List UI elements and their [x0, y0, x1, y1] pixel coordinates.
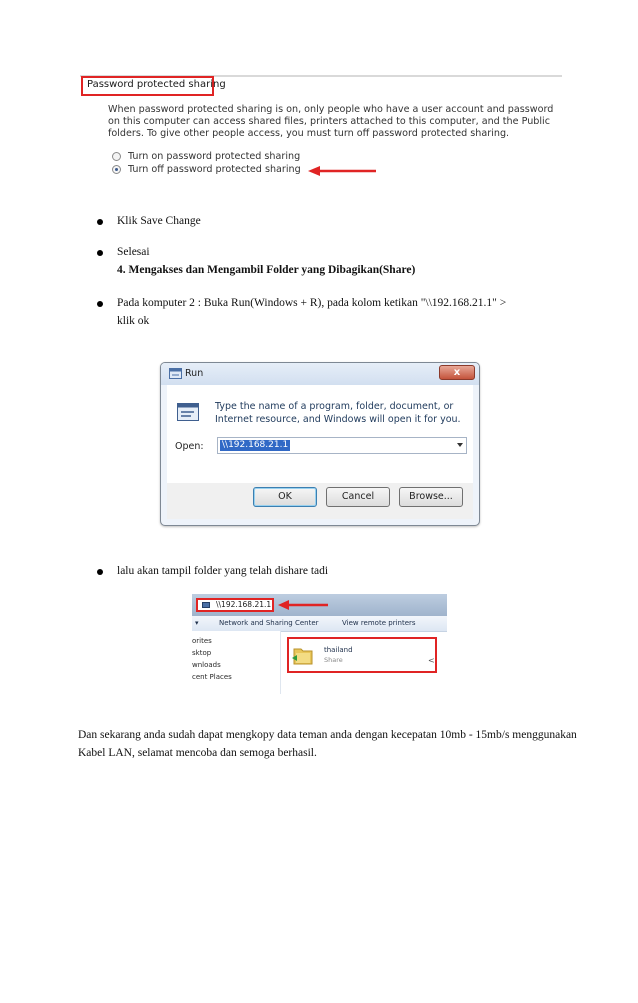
open-label: Open: — [175, 441, 204, 452]
close-icon: x — [453, 367, 461, 378]
nav-item-desktop[interactable]: sktop — [192, 649, 212, 657]
browse-button[interactable]: Browse... — [399, 487, 463, 507]
option-turn-off[interactable] — [128, 164, 301, 175]
open-input-value[interactable]: \\192.168.21.1 — [222, 440, 289, 450]
organize-dropdown-icon[interactable]: ▾ — [195, 619, 199, 627]
red-arrow-icon — [278, 600, 328, 610]
step-open-run-line2: klik ok — [117, 315, 150, 327]
step-save-change: Klik Save Change — [117, 215, 201, 227]
scroll-left-icon[interactable]: < — [428, 656, 435, 665]
password-sharing-heading: Password protected sharing — [87, 79, 226, 90]
radio-off-icon[interactable] — [112, 152, 121, 161]
ok-button[interactable]: OK — [253, 487, 317, 507]
bullet-icon — [97, 250, 103, 256]
run-program-icon — [177, 403, 199, 421]
folder-name[interactable]: thailand — [324, 646, 353, 654]
bullet-icon — [97, 219, 103, 225]
run-titlebar — [161, 363, 479, 385]
folder-subtitle: Share — [324, 656, 343, 664]
network-sharing-center-link[interactable]: Network and Sharing Center — [219, 619, 319, 627]
step-folder-shown: lalu akan tampil folder yang telah dishare tadi — [117, 565, 329, 577]
shared-folder-icon[interactable] — [292, 644, 314, 666]
open-combobox[interactable] — [217, 437, 467, 454]
red-arrow-icon — [308, 166, 376, 176]
run-dialog-screenshot — [160, 362, 480, 526]
option-turn-off-label: Turn off password protected sharing — [128, 164, 301, 175]
step-open-run-line1: Pada komputer 2 : Buka Run(Windows + R), pada kolom ketikan "\\192.168.21.1" > — [117, 297, 507, 309]
section-heading: 4. Mengakses dan Mengambil Folder yang Dibagikan(Share) — [117, 264, 416, 276]
address-text[interactable]: \\192.168.21.1 — [216, 600, 272, 609]
password-sharing-screenshot — [80, 72, 562, 184]
run-client-area — [167, 385, 473, 483]
step-selesai: Selesai — [117, 246, 150, 258]
explorer-screenshot — [192, 594, 447, 694]
option-turn-on-label: Turn on password protected sharing — [128, 151, 301, 162]
close-button[interactable] — [439, 365, 475, 380]
closing-paragraph: Dan sekarang anda sudah dapat mengkopy data teman anda dengan kecepatan 10mb - 15mb/s menggunakan Kabel LAN, selamat mencoba dan semoga berhasil. — [78, 729, 577, 759]
bullet-icon — [97, 569, 103, 575]
bullet-icon — [97, 301, 103, 307]
network-computer-icon — [202, 602, 210, 608]
nav-item-favorites[interactable]: orites — [192, 637, 212, 645]
run-title: Run — [185, 368, 204, 379]
navigation-pane — [192, 631, 281, 694]
cancel-button[interactable]: Cancel — [326, 487, 390, 507]
chevron-down-icon[interactable] — [457, 443, 463, 447]
password-sharing-description: When password protected sharing is on, only people who have a user account and password on this computer can access shared files, printers attached to this computer, and the Public folders. To give other people access, you must turn off password protected sharing. — [108, 104, 554, 140]
run-message: Type the name of a program, folder, document, or Internet resource, and Windows will open it for you. — [215, 401, 461, 425]
option-turn-on[interactable] — [128, 151, 300, 162]
view-remote-printers-link[interactable]: View remote printers — [342, 619, 416, 627]
nav-item-downloads[interactable]: wnloads — [192, 661, 221, 669]
radio-selected-icon[interactable] — [112, 165, 121, 174]
nav-item-recent-places[interactable]: cent Places — [192, 673, 232, 681]
run-icon — [169, 368, 182, 379]
